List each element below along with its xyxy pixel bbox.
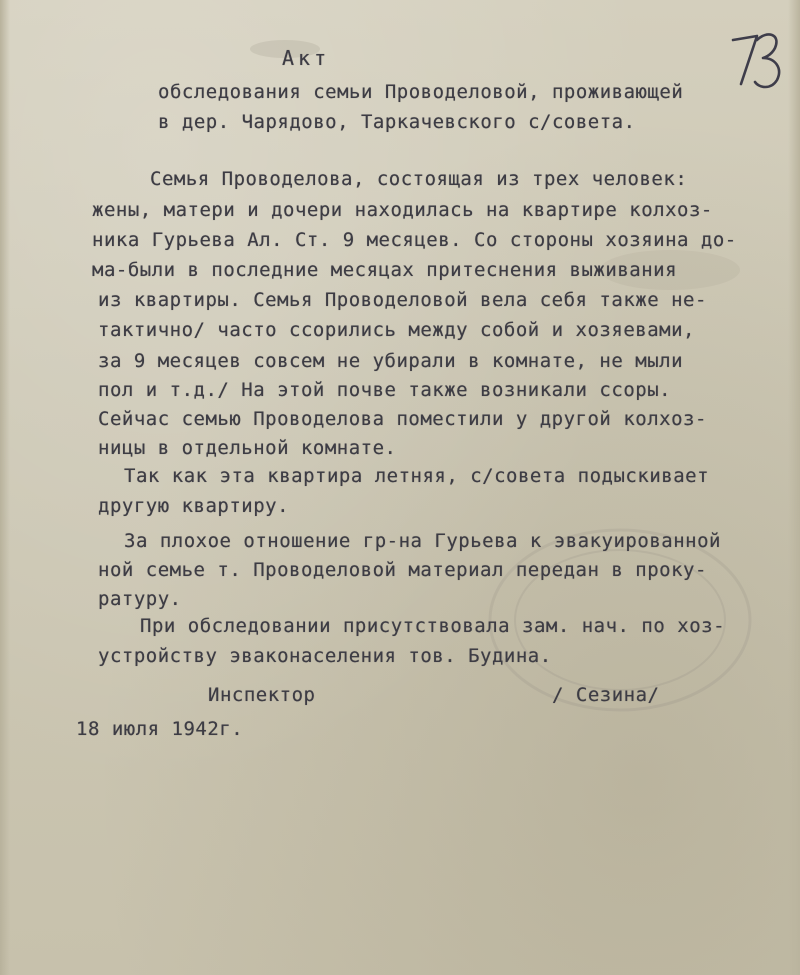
header-line-2: в дер. Чарядово, Таркачевского с/совета. (158, 111, 636, 133)
document-date: 18 июля 1942г. (76, 718, 244, 740)
signature-role: Инспектор (208, 684, 316, 706)
body-line: жены, матери и дочери находилась на квартире колхоз- (92, 199, 713, 221)
page-number-73-handwritten (727, 26, 785, 94)
body-line: При обследовании присутствовала зам. нач. по хоз- (140, 615, 726, 637)
body-line: ницы в отдельной комнате. (98, 437, 397, 459)
header-line-1: обследования семьи Проводеловой, проживающей (158, 81, 684, 103)
body-line: Так как эта квартира летняя, с/совета подыскивает (124, 465, 710, 487)
body-line: Сейчас семью Проводелова поместили у другой колхоз- (98, 408, 707, 430)
body-line: из квартиры. Семья Проводеловой вела себя также не- (98, 289, 707, 311)
body-line: ной семье т. Проводеловой материал передан в проку- (98, 559, 707, 581)
body-line: Семья Проводелова, состоящая из трех человек: (150, 168, 688, 190)
body-line: За плохое отношение гр-на Гурьева к эвакуированной (124, 530, 721, 552)
body-line: пол и т.д./ На этой почве также возникали ссоры. (98, 379, 672, 401)
handwritten-page-number (727, 26, 785, 94)
paper-edge-right (788, 0, 800, 975)
body-line: ма-были в последние месяцах притеснения выживания (92, 259, 678, 281)
body-line: за 9 месяцев совсем не убирали в комнате, не мыли (98, 350, 684, 372)
document-title: Акт (282, 46, 331, 70)
body-line: устройству эваконаселения тов. Будина. (98, 645, 552, 667)
paper-edge-left (0, 0, 10, 975)
signature-name: / Сезина/ (552, 684, 660, 706)
body-line: ника Гурьева Ал. Ст. 9 месяцев. Со стороны хозяина до- (92, 229, 737, 251)
body-line: ратуру. (98, 588, 182, 610)
body-line: тактично/ часто ссорились между собой и хозяевами, (98, 319, 695, 341)
body-line: другую квартиру. (98, 495, 290, 517)
